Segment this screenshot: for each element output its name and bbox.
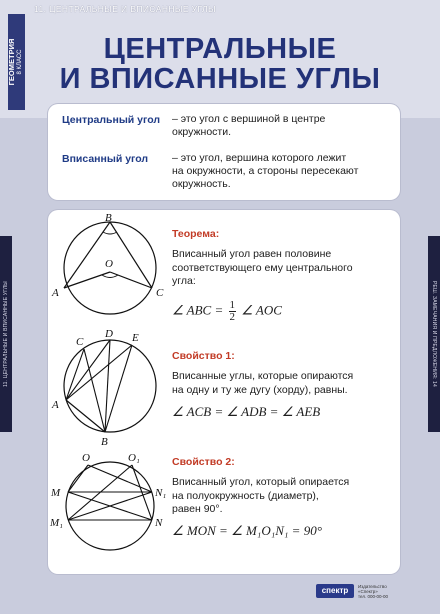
figure1-label-b: B (105, 212, 112, 224)
figure3-line-n1o (88, 465, 152, 492)
figure2-label-e: E (132, 332, 139, 344)
figure3-label-m1: M₁ (50, 517, 63, 529)
property2-header: Свойство 2: (172, 456, 235, 468)
right-side-text: РЕШ. ЗАМЕЧАНИЯ И ПРЕДЛОЖЕНИЯ: 14 (431, 281, 437, 387)
theorem-fraction-denominator: 2 (229, 311, 235, 323)
theorem-formula-right: ∠ AOC (241, 302, 282, 318)
theorem-formula (172, 300, 282, 323)
grade-label: 8 КЛАСС (17, 49, 23, 75)
figure1-angle-o-arc (102, 275, 118, 278)
property2-text: Вписанный угол, который опирается на полуокружность (диаметр), равен 90°. (172, 476, 350, 515)
figure3-label-o: O (82, 452, 90, 464)
figure-property2 (48, 450, 178, 570)
figure-property1 (48, 328, 178, 448)
figure1-label-a: A (52, 287, 59, 299)
definition-term-inscribed: Вписанный угол (62, 153, 149, 165)
theorem-formula-left: ∠ ABC = (172, 302, 224, 318)
definition-text-inscribed: – это угол, вершина которого лежит на окружности, а стороны пересекают окружность. (172, 152, 359, 190)
subject-label: ГЕОМЕТРИЯ (7, 38, 16, 86)
theorems-panel (48, 210, 400, 574)
figure2-line-ad (66, 340, 110, 400)
property2-formula: ∠ MON = ∠ M₁O₁N₁ = 90° (172, 523, 322, 538)
figure1-radius-oc (110, 272, 152, 288)
figure3-label-m: M (51, 487, 61, 499)
definition-term-central: Центральный угол (62, 114, 161, 126)
page-title-line2: И ВПИСАННЫЕ УГЛЫ (59, 63, 381, 95)
figure1-label-c: C (156, 287, 164, 299)
definition-text-central: – это угол с вершиной в центре окружности. (172, 113, 326, 138)
figure2-label-c: C (76, 336, 84, 348)
page-title-line1: ЦЕНТРАЛЬНЫЕ (103, 33, 337, 65)
figure1-radius-oa (64, 272, 110, 288)
figure3-label-n1: N₁ (155, 487, 167, 499)
theorem-text: Вписанный угол равен половине соответствующего ему центрального угла: (172, 248, 353, 287)
property1-header: Свойство 1: (172, 350, 235, 362)
figure3-label-n: N (155, 517, 163, 529)
definitions-panel (48, 104, 400, 200)
left-side-text: 11. ЦЕНТРАЛЬНЫЕ И ВПИСАННЫЕ УГЛЫ (3, 281, 9, 387)
publisher-imprint: Издательство «Спектр» тел. 000-00-00 (358, 584, 389, 599)
figure2-chord-ab (66, 400, 105, 432)
figure2-label-d: D (105, 328, 113, 340)
property1-text: Вписанные углы, которые опираются на одну и ту же дугу (хорду), равны. (172, 370, 354, 396)
subject-tab-text (7, 39, 25, 86)
topic-number-title: 11. ЦЕНТРАЛЬНЫЕ И ВПИСАННЫЕ УГЛЫ (34, 4, 216, 14)
theorem-fraction (229, 300, 237, 323)
figure3-label-o1: O₁ (128, 452, 140, 464)
theorem-fraction-numerator: 1 (229, 299, 235, 311)
figure1-angle-b-arc (103, 232, 117, 234)
figure1-label-o: O (105, 258, 113, 270)
figure-theorem (48, 210, 178, 320)
publisher-logo: спектр (316, 584, 354, 598)
figure2-label-a: A (52, 399, 59, 411)
figure3-line-mo (68, 465, 88, 492)
theorem-header: Теорема: (172, 228, 220, 240)
figure2-label-b: B (101, 436, 108, 448)
property1-formula: ∠ ACB = ∠ ADB = ∠ AEB (172, 404, 321, 419)
figure2-circle (64, 340, 156, 432)
